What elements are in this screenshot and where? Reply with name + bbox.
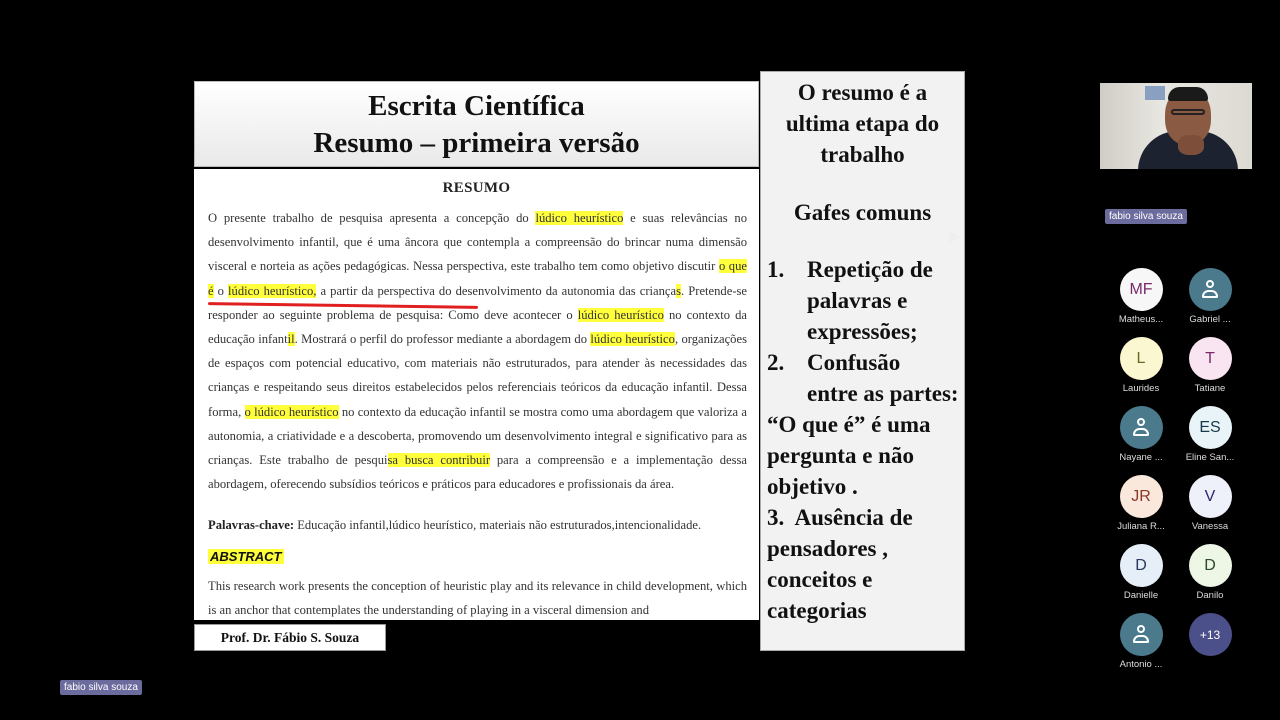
person-icon: [1131, 418, 1151, 438]
keywords-line: [208, 518, 701, 533]
text-run: . Mostrará o perfil do professor mediante a abordagem do: [294, 332, 591, 347]
avatar: [1120, 475, 1163, 518]
self-name-tag: fabio silva souza: [60, 680, 142, 695]
resumo-paragraph: [208, 206, 747, 496]
text-run: O presente trabalho de pesquisa apresenta a concepção do: [208, 211, 536, 225]
avatar: [1120, 337, 1163, 380]
participant-tile[interactable]: [1175, 475, 1245, 532]
highlight: lúdico heurístico: [577, 307, 664, 322]
participant-name: Eline San...: [1185, 452, 1235, 463]
text-run: no contexto da educação infantil se mostra como uma abordagem que valoriza a autonomia, a criatividade e a descoberta, promovendo um desenvolvimento integral e significativo para as crianças. Este trabalho de pesqui: [208, 404, 747, 468]
avatar-initials: JR: [1131, 487, 1151, 505]
participant-tile[interactable]: [1175, 337, 1245, 394]
intro-line: ultima etapa do: [785, 111, 940, 136]
avatar-initials: V: [1204, 487, 1216, 505]
gafes-list: [761, 254, 964, 626]
person-icon: [1131, 625, 1151, 645]
abstract-paragraph: This research work presents the conception of heuristic play and its relevance in child development, which is an anchor that contemplates the understanding of playing in a visceral dimension and: [208, 579, 747, 617]
slide-title: Escrita Científica: [368, 90, 585, 122]
more-participants-button[interactable]: [1175, 613, 1245, 656]
list-text: categorias: [767, 598, 867, 623]
participant-name: Tatiane: [1194, 383, 1226, 394]
avatar: [1189, 613, 1232, 656]
participant-tile[interactable]: [1106, 337, 1176, 394]
participant-tile[interactable]: [1106, 613, 1176, 670]
participant-tile[interactable]: [1175, 544, 1245, 601]
list-number: 2.: [767, 350, 785, 375]
participant-tile[interactable]: [1175, 268, 1245, 325]
keywords-label: Palavras-chave:: [208, 518, 295, 532]
participant-name: Danilo: [1196, 590, 1224, 601]
text-run: , organizações de espaços com potencial educativo, com materiais não estruturados, para atender às necessidades das crianças e respeitando seus direitos estabelecidos pelos referenciais teóricos da educação infantil. Dessa forma,: [208, 332, 747, 419]
list-text: pensadores ,: [767, 536, 888, 561]
avatar: [1120, 406, 1163, 449]
list-number: 1.: [767, 257, 785, 282]
abstract-heading: ABSTRACT: [210, 549, 282, 564]
text-run: no contexto da educação infant: [208, 307, 747, 347]
slide-subtitle: Resumo – primeira versão: [313, 127, 640, 159]
participant-tile[interactable]: [1106, 268, 1176, 325]
participant-tile[interactable]: [1106, 406, 1176, 463]
participant-tile[interactable]: [1106, 544, 1176, 601]
participant-name: Juliana R...: [1117, 521, 1165, 532]
list-text: pergunta e não: [767, 443, 914, 468]
avatar: [1120, 613, 1163, 656]
text-run: para a compreensão e a implementação dessa abordagem, oferecendo subsídios teóricos e práticos para educadores e profissionais da área.: [208, 453, 748, 492]
speaker-hair: [1168, 87, 1208, 101]
text-run: e suas relevâncias no desenvolvimento infantil, que é uma âncora que contempla a compreensão do brincar numa dimensão visceral e norteia as ações pedagógicas. Nessa perspectiva, este trabalho tem como objetivo discutir: [208, 211, 747, 274]
avatar-initials: D: [1135, 556, 1147, 574]
avatar-initials: T: [1205, 349, 1215, 367]
speaker-glasses: [1171, 109, 1205, 115]
list-text: Confusão: [807, 350, 901, 375]
highlight: o lúdico heurístico: [244, 404, 339, 419]
participant-tile[interactable]: [1175, 406, 1245, 463]
document-excerpt: [194, 169, 759, 620]
participant-name: Nayane ...: [1119, 452, 1163, 463]
list-text: Repetição de: [807, 257, 933, 282]
participant-name: Danielle: [1123, 590, 1159, 601]
list-item: [767, 254, 964, 285]
avatar: [1189, 268, 1232, 311]
text-run: a partir da perspectiva do desenvolvimento da autonomia das criança: [316, 283, 677, 298]
speaker-hand: [1178, 135, 1204, 155]
highlight: sa busca contribuir: [387, 453, 491, 468]
list-text: “O que é” é uma: [767, 412, 931, 437]
participant-name: Matheus...: [1118, 314, 1164, 325]
avatar: [1189, 406, 1232, 449]
intro-line: trabalho: [820, 142, 905, 167]
list-number: 3.: [767, 505, 785, 530]
participant-name: Vanessa: [1191, 521, 1229, 532]
list-item: [767, 502, 964, 533]
speaker-video[interactable]: [1100, 83, 1252, 169]
person-icon: [1200, 280, 1220, 300]
speaker-name-tag: fabio silva souza: [1105, 209, 1187, 224]
text-run: o: [213, 283, 229, 298]
participant-tile[interactable]: [1106, 475, 1176, 532]
list-item: [767, 347, 964, 378]
participant-name: Antonio ...: [1119, 659, 1163, 670]
highlight: s: [676, 283, 682, 298]
avatar: [1189, 337, 1232, 380]
slide-title-box: [194, 81, 759, 167]
list-text: entre as partes:: [807, 381, 959, 406]
highlight: lúdico heurístico,: [228, 283, 317, 298]
text-run: . Pretende-se responder ao seguinte problema de pesquisa: Como deve acontecer o: [208, 283, 748, 322]
avatar: [1189, 475, 1232, 518]
author-footer: Prof. Dr. Fábio S. Souza: [194, 624, 386, 651]
avatar: [1120, 268, 1163, 311]
avatar-initials: ES: [1199, 418, 1221, 436]
avatar: [1120, 544, 1163, 587]
list-text: objetivo .: [767, 474, 858, 499]
highlight: il: [287, 332, 295, 347]
highlight: o que é: [208, 259, 747, 298]
avatar-initials: L: [1136, 349, 1146, 367]
more-count: +13: [1199, 627, 1221, 642]
list-text: expressões;: [807, 319, 918, 344]
highlight: lúdico heurístico: [535, 211, 624, 225]
avatar-initials: D: [1204, 556, 1216, 574]
gafes-title: Gafes comuns: [793, 200, 932, 225]
list-text: palavras e: [807, 288, 908, 313]
intro-line: O resumo é a: [797, 80, 928, 105]
side-panel: [760, 71, 965, 651]
document-heading: RESUMO: [442, 180, 511, 196]
avatar: [1189, 544, 1232, 587]
avatar-initials: MF: [1129, 280, 1153, 298]
participant-name: Laurides: [1122, 383, 1160, 394]
wall-sign: [1145, 86, 1165, 100]
keywords-text: Educação infantil,lúdico heurístico, materiais não estruturados,intencionalidade.: [294, 518, 702, 532]
highlight: lúdico heurístico: [590, 332, 675, 347]
list-text: conceitos e: [767, 567, 873, 592]
intro-text: [761, 77, 964, 170]
list-text: Ausência de: [794, 505, 913, 530]
participant-name: Gabriel ...: [1189, 314, 1231, 325]
